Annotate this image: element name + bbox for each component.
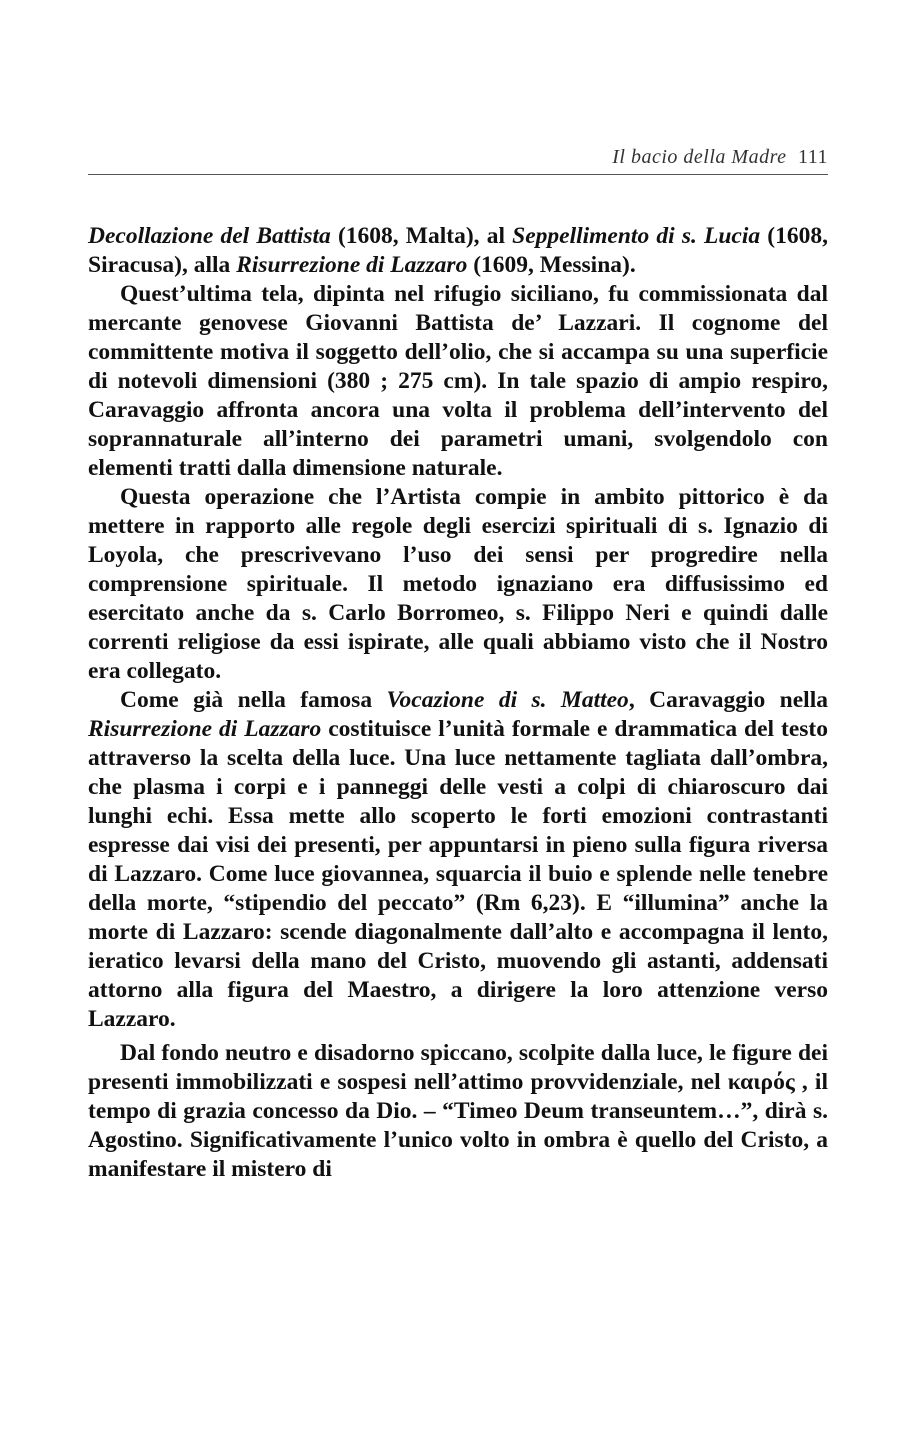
italic-title: Risurrezione di Lazzaro — [88, 716, 322, 742]
running-head-title: Il bacio della Madre — [612, 146, 787, 168]
text-run: costituisce l’unità formale e drammatica del testo attraverso la scelta della luce. Una luce nettamente tagliata dall’ombra, che plasma i corpi e i panneggi delle vesti a colpi di chiaroscuro dai lunghi echi. Essa mette allo scoperto le forti emozioni contrastanti espresse dai visi dei presenti, per appuntarsi in pieno sulla figura riversa di Lazzaro. Come luce giovannea, squarcia il buio e splende nelle tenebre della morte, “stipendio del peccato” (Rm 6,23). E “illumina” anche la morte di Lazzaro: scende diagonalmente dall’alto e accompagna il lento, ieratico levarsi della mano del Cristo, muovendo gli astanti, addensati attorno alla figura del Maestro, a dirigere la loro attenzione verso Lazzaro. — [88, 716, 829, 1032]
paragraph — [88, 1039, 828, 1184]
text-run: , Caravaggio nella — [628, 687, 828, 713]
text-run: Dal fondo neutro e disadorno spiccano, scolpite dalla luce, le figure dei presenti immobilizzati e sospesi nell’attimo provvidenziale, nel καιρός , il tempo di grazia concesso da Dio. – “Timeo Deum transeuntem…”, dirà s. Agostino. Significativamente l’unico volto in ombra è quello del Cristo, a manifestare il mistero di — [88, 1040, 828, 1182]
text-run: Quest’ultima tela, dipinta nel rifugio siciliano, fu commissionata dal mercante genovese Giovanni Battista de’ Lazzari. Il cognome del committente motiva il soggetto dell’olio, che si accampa su una superficie di notevoli dimensioni (380 ; 275 cm). In tale spazio di ampio respiro, Caravaggio affronta ancora una volta il problema dell’intervento del soprannaturale all’interno dei parametri umani, svolgendolo con elementi tratti dalla dimensione naturale. — [88, 281, 828, 481]
text-run: Come già nella famosa — [120, 687, 387, 713]
italic-title: Seppellimento di s. Lucia — [512, 223, 761, 249]
italic-title: Vocazione di s. Matteo — [386, 687, 629, 713]
paragraph — [88, 280, 828, 483]
text-run: Questa operazione che l’Artista compie in ambito pittorico è da mettere in rapporto alle regole degli esercizi spirituali di s. Ignazio di Loyola, che prescrivevano l’uso dei sensi per progredire nella comprensione spirituale. Il metodo ignaziano era diffusissimo ed esercitato anche da s. Carlo Borromeo, s. Filippo Neri e quindi dalle correnti religiose da essi ispirate, alle quali abbiamo visto che il Nostro era collegato. — [88, 484, 828, 684]
paragraph — [88, 686, 828, 1034]
paragraph — [88, 483, 828, 686]
italic-title: Decollazione del Battista — [88, 223, 331, 249]
text-run: (1609, Messina). — [467, 252, 636, 278]
text-run: (1608, Siracusa), alla — [88, 223, 829, 278]
page-number: 111 — [797, 146, 828, 168]
paragraph — [88, 222, 828, 280]
italic-title: Risurrezione di Lazzaro — [236, 252, 468, 278]
body-text — [88, 222, 828, 1184]
text-run: (1608, Malta), al — [330, 223, 513, 249]
running-head — [88, 140, 828, 175]
